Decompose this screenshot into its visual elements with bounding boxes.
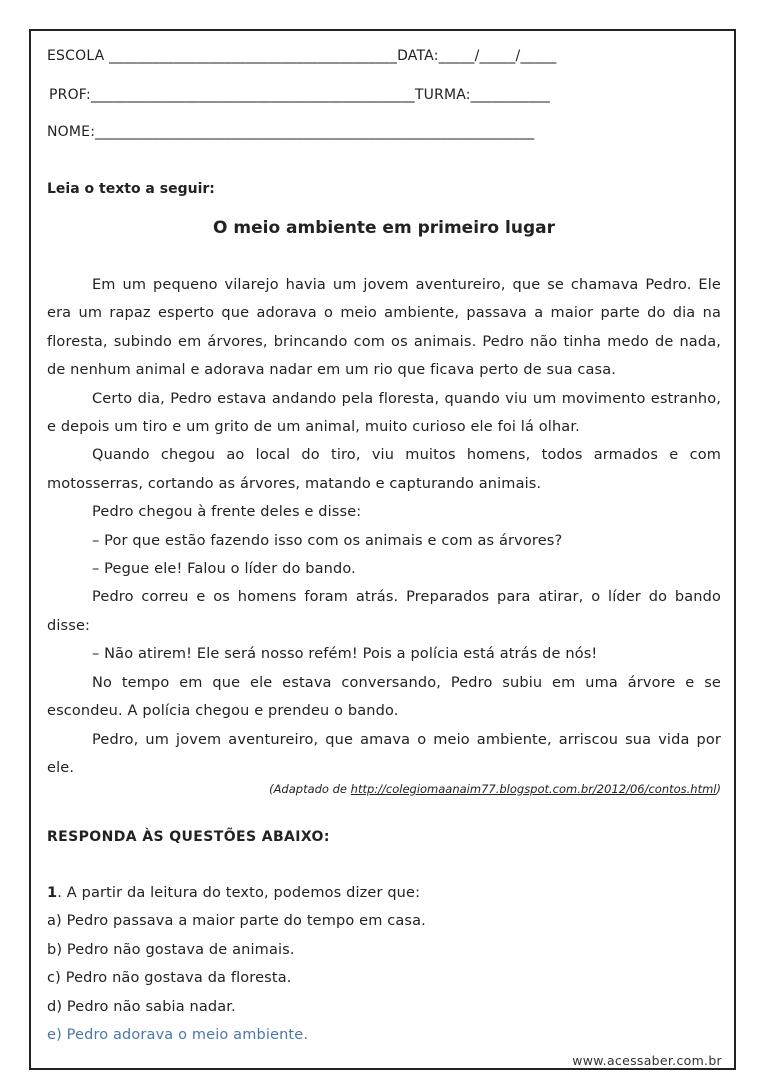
story-paragraph: No tempo em que ele estava conversando, Pedro subiu em uma árvore e se escondeu. A polícia chegou e prendeu o bando. [47,674,721,720]
option-c[interactable]: c) Pedro não gostava da floresta. [47,970,292,987]
story-paragraph: Pedro correu e os homens foram atrás. Preparados para atirar, o líder do bando disse: [47,589,721,634]
story-paragraph: Pedro, um jovem aventureiro, que amava o meio ambiente, arriscou sua vida por ele. [47,731,721,776]
school-date-line[interactable]: ESCOLA ________________________________________DATA:_____/_____/_____ [47,48,557,64]
option-e[interactable]: e) Pedro adorava o meio ambiente. [47,1026,309,1043]
source-prefix: (Adaptado de [269,782,351,796]
source-link[interactable]: http://colegiomaanaim77.blogspot.com.br/2012/06/contos.html [350,782,717,796]
story-paragraph: Quando chegou ao local do tiro, viu muitos homens, todos armados e com motosserras, cortando as árvores, matando e capturando animais. [47,447,721,492]
question-prompt [47,879,721,907]
option-d[interactable]: d) Pedro não sabia nadar. [47,998,236,1015]
story-paragraph: Certo dia, Pedro estava andando pela floresta, quando viu um movimento estranho, e depois um tiro e um grito de um animal, muito curioso ele foi lá olhar. [47,390,721,436]
story-paragraph: Em um pequeno vilarejo havia um jovem aventureiro, que se chamava Pedro. Ele era um rapaz esperto que adorava o meio ambiente, passava a maior parte do dia na floresta, subindo em árvores, brincando com os animais. Pedro não tinha medo de nada, de nenhum animal e adorava nadar em um rio que ficava perto de sua casa. [47,277,721,379]
source-citation [269,782,721,796]
dialogue-line: – Não atirem! Ele será nosso refém! Pois a polícia está atrás de nós! [92,646,598,663]
option-a[interactable]: a) Pedro passava a maior parte do tempo em casa. [47,913,426,930]
question-1 [47,879,721,1049]
section-heading: RESPONDA ÀS QUESTÕES ABAIXO: [47,829,330,845]
dialogue-line: – Pegue ele! Falou o líder do bando. [92,561,356,578]
teacher-class-line[interactable]: PROF:_____________________________________________TURMA:___________ [49,87,550,103]
question-number: 1 [47,885,58,901]
footer-website: www.acessaber.com.br [572,1053,722,1068]
story-paragraph: Pedro chegou à frente deles e disse: [92,504,362,521]
story-text [47,271,721,782]
story-title: O meio ambiente em primeiro lugar [213,218,555,238]
source-suffix: ) [716,782,721,796]
dialogue-line: – Por que estão fazendo isso com os animais e com as árvores? [92,532,563,549]
student-name-line[interactable]: NOME:_____________________________________________________________ [47,124,535,140]
option-b[interactable]: b) Pedro não gostava de animais. [47,941,295,958]
instruction-text: Leia o texto a seguir: [47,181,215,197]
question-text: . A partir da leitura do texto, podemos dizer que: [57,885,421,901]
